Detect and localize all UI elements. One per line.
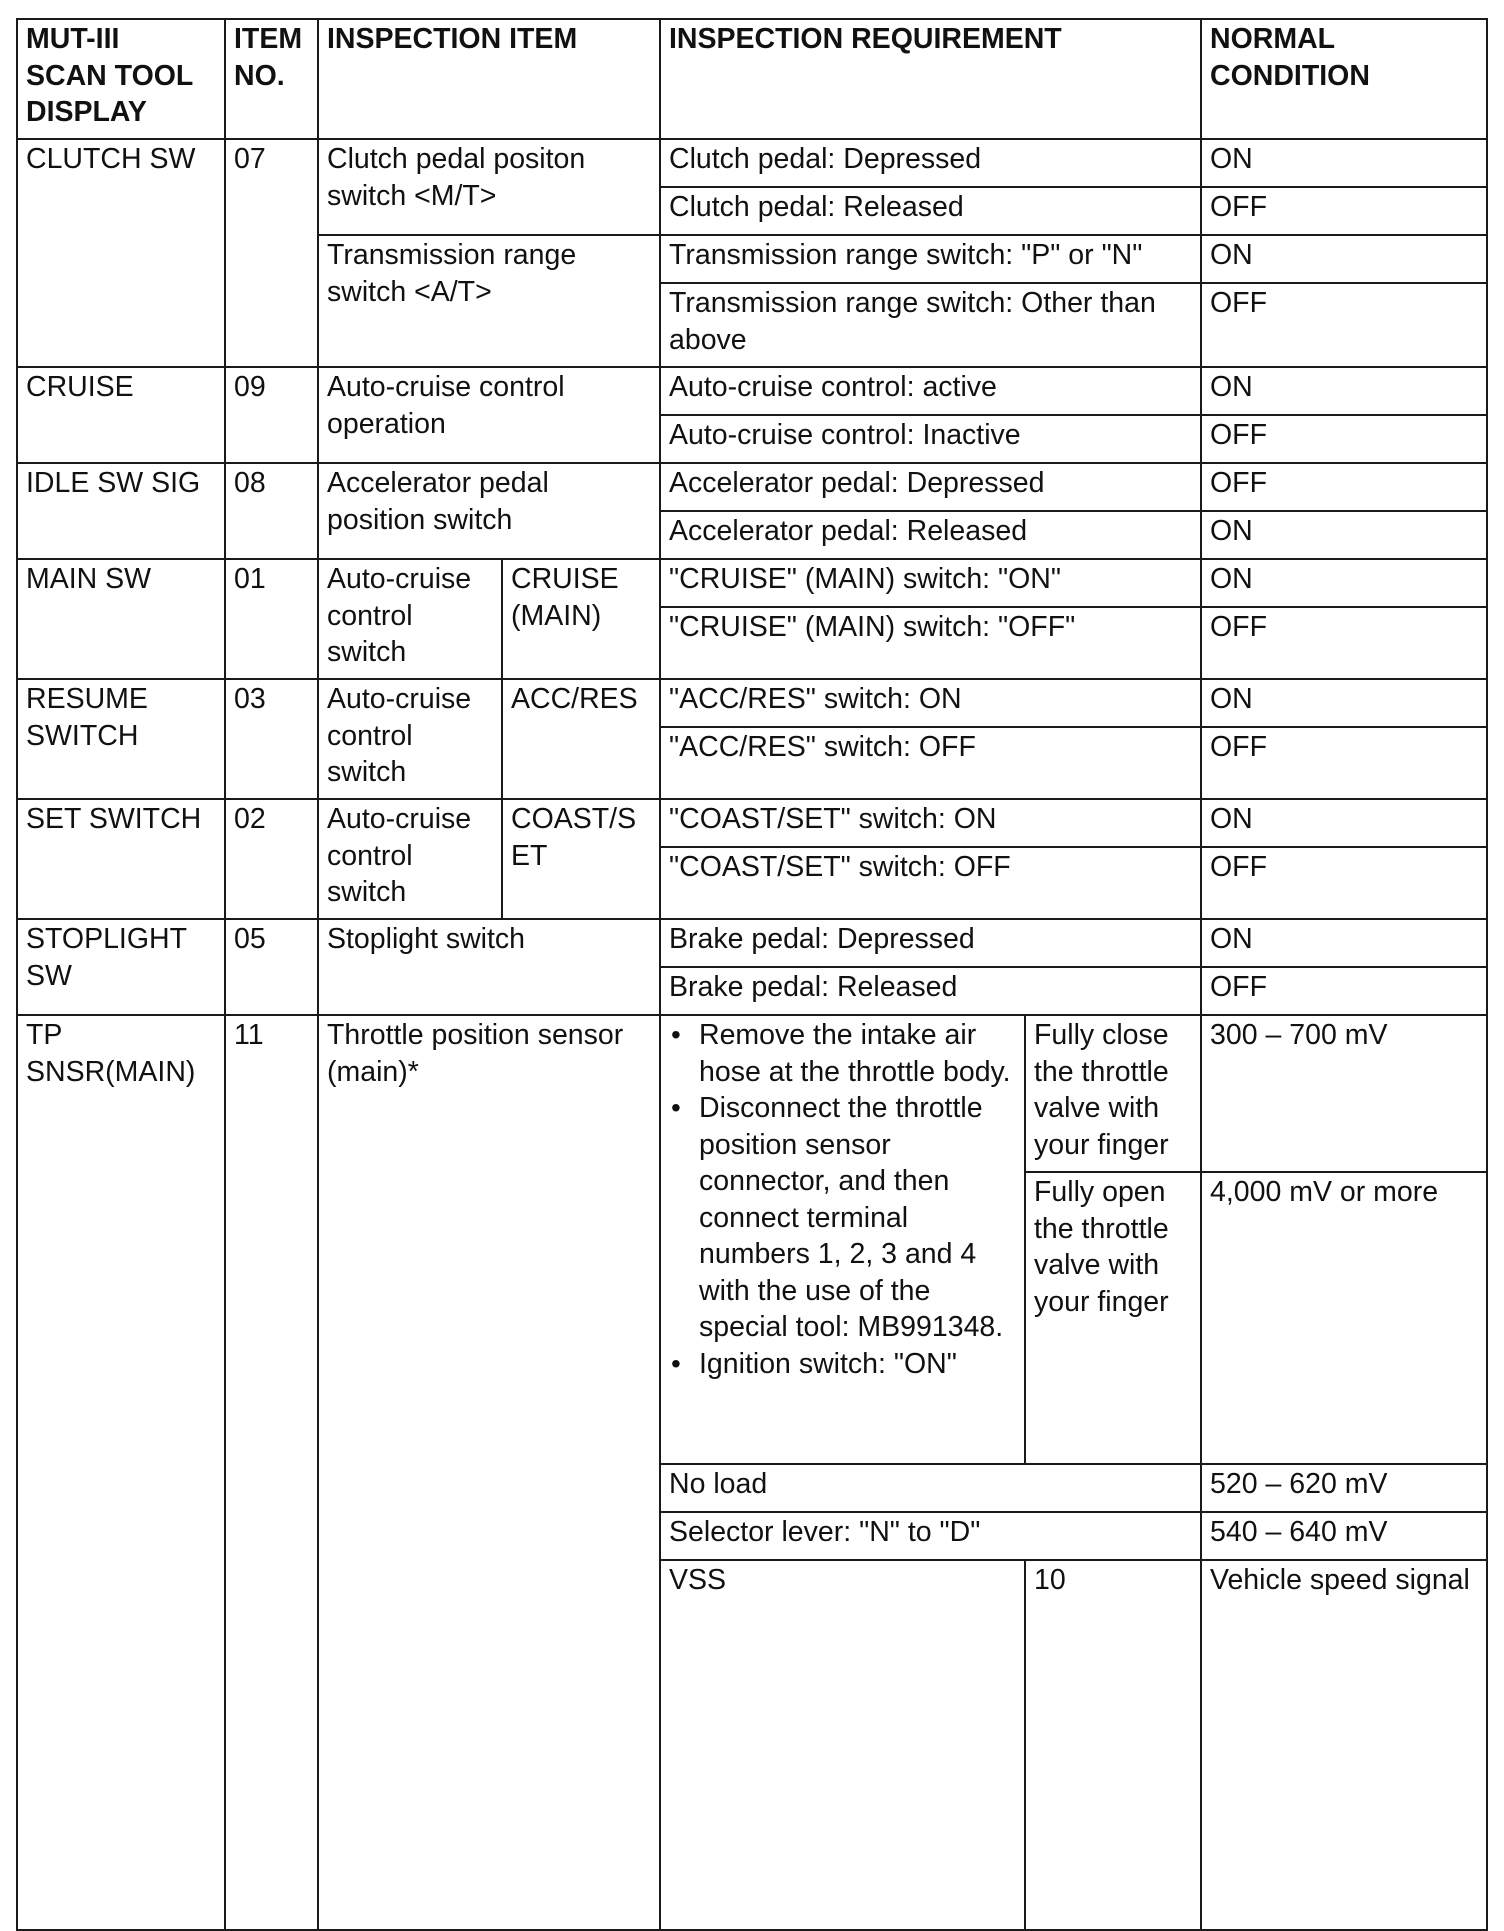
item-no-cell: 11	[225, 1015, 318, 1930]
item-no-cell: 08	[225, 463, 318, 559]
condition-cell: ON	[1201, 679, 1487, 727]
condition-cell: OFF	[1201, 967, 1487, 1015]
requirement-cell: Clutch pedal: Released	[660, 187, 1201, 235]
item-no-cell: 07	[225, 139, 318, 367]
item-no-cell: 09	[225, 367, 318, 463]
inspection-item-cell: Stoplight switch	[318, 919, 660, 1015]
requirement-cell: Transmission range switch: "P" or "N"	[660, 235, 1201, 283]
inspection-item-cell: Auto-cruise control switch	[318, 799, 502, 919]
condition-cell: ON	[1201, 919, 1487, 967]
inspection-subitem-cell: ACC/RES	[502, 679, 660, 799]
display-cell: SET SWITCH	[17, 799, 225, 919]
requirement-action-cell: Fully close the throttle valve with your finger	[1025, 1015, 1201, 1172]
condition-cell: ON	[1201, 511, 1487, 559]
requirement-cell: "ACC/RES" switch: OFF	[660, 727, 1201, 799]
condition-cell: OFF	[1201, 847, 1487, 919]
requirement-cell: Accelerator pedal: Released	[660, 511, 1201, 559]
header-inspection-requirement: INSPECTION REQUIREMENT	[660, 19, 1201, 139]
header-item-no: ITEM NO.	[225, 19, 318, 139]
list-item: • Ignition switch: "ON"	[699, 1346, 1018, 1383]
inspection-item-cell: Auto-cruise control switch	[318, 559, 502, 679]
table-row	[17, 679, 1487, 727]
table-row	[17, 799, 1487, 847]
requirement-cell: "COAST/SET" switch: OFF	[660, 847, 1201, 919]
requirement-cell: No load	[660, 1464, 1201, 1512]
item-no-cell: 05	[225, 919, 318, 1015]
condition-cell: OFF	[1201, 607, 1487, 679]
item-no-cell: 02	[225, 799, 318, 919]
inspection-item-cell: Clutch pedal positon switch <M/T>	[318, 139, 660, 235]
requirement-cell: Clutch pedal: Depressed	[660, 139, 1201, 187]
item-no-cell: 01	[225, 559, 318, 679]
inspection-item-cell: Throttle position sensor (main)*	[318, 1015, 660, 1930]
requirement-cell: "ACC/RES" switch: ON	[660, 679, 1201, 727]
display-cell: CLUTCH SW	[17, 139, 225, 367]
condition-cell: 520 – 620 mV	[1201, 1464, 1487, 1512]
inspection-item-cell: Accelerator pedal position switch	[318, 463, 660, 559]
requirement-cell: Brake pedal: Released	[660, 967, 1201, 1015]
requirement-cell: "CRUISE" (MAIN) switch: "OFF"	[660, 607, 1201, 679]
display-cell: VSS	[660, 1560, 1025, 1930]
requirement-cell: "COAST/SET" switch: ON	[660, 799, 1201, 847]
table-row	[17, 139, 1487, 187]
inspection-table	[16, 18, 1488, 1931]
table-row	[17, 1015, 1487, 1172]
condition-cell: ON	[1201, 559, 1487, 607]
display-cell: MAIN SW	[17, 559, 225, 679]
item-no-cell: 03	[225, 679, 318, 799]
condition-cell: OFF	[1201, 463, 1487, 511]
inspection-item-cell: Auto-cruise control operation	[318, 367, 660, 463]
inspection-item-cell: Transmission range switch <A/T>	[318, 235, 660, 367]
condition-cell: OFF	[1201, 727, 1487, 799]
condition-cell: OFF	[1201, 187, 1487, 235]
requirement-cell: Accelerator pedal: Depressed	[660, 463, 1201, 511]
requirement-cell: Auto-cruise control: active	[660, 367, 1201, 415]
requirement-cell: Auto-cruise control: Inactive	[660, 415, 1201, 463]
display-cell: CRUISE	[17, 367, 225, 463]
header-inspection-item: INSPECTION ITEM	[318, 19, 660, 139]
condition-cell: ON	[1201, 799, 1487, 847]
requirement-action-cell: Fully open the throttle valve with your finger	[1025, 1172, 1201, 1464]
header-normal-condition: NORMAL CONDITION	[1201, 19, 1487, 139]
item-no-cell: 10	[1025, 1560, 1201, 1930]
requirement-procedure-cell	[660, 1015, 1025, 1464]
table-row	[17, 367, 1487, 415]
condition-cell: 4,000 mV or more	[1201, 1172, 1487, 1464]
header-display: MUT-III SCAN TOOL DISPLAY	[17, 19, 225, 139]
inspection-item-cell: Auto-cruise control switch	[318, 679, 502, 799]
condition-cell: OFF	[1201, 415, 1487, 463]
display-cell: RESUME SWITCH	[17, 679, 225, 799]
procedure-list	[669, 1017, 1018, 1382]
condition-cell: 300 – 700 mV	[1201, 1015, 1487, 1172]
requirement-cell: "CRUISE" (MAIN) switch: "ON"	[660, 559, 1201, 607]
requirement-cell: Selector lever: "N" to "D"	[660, 1512, 1201, 1560]
requirement-cell: Transmission range switch: Other than above	[660, 283, 1201, 367]
header-row	[17, 19, 1487, 139]
table-row	[17, 463, 1487, 511]
display-cell: TP SNSR(MAIN)	[17, 1015, 225, 1930]
display-cell: IDLE SW SIG	[17, 463, 225, 559]
condition-cell: ON	[1201, 367, 1487, 415]
condition-cell: 540 – 640 mV	[1201, 1512, 1487, 1560]
list-item: • Remove the intake air hose at the throttle body.	[699, 1017, 1018, 1090]
inspection-subitem-cell: CRUISE (MAIN)	[502, 559, 660, 679]
condition-cell: ON	[1201, 235, 1487, 283]
inspection-item-cell: Vehicle speed signal	[1201, 1560, 1487, 1930]
condition-cell: OFF	[1201, 283, 1487, 367]
requirement-cell: Brake pedal: Depressed	[660, 919, 1201, 967]
table-row	[17, 919, 1487, 967]
display-cell: STOPLIGHT SW	[17, 919, 225, 1015]
table-row	[17, 559, 1487, 607]
list-item: • Disconnect the throttle position sensor connector, and then connect terminal numbers 1, 2, 3 and 4 with the use of the special tool: MB991348.	[699, 1090, 1018, 1346]
inspection-subitem-cell: COAST/S ET	[502, 799, 660, 919]
condition-cell: ON	[1201, 139, 1487, 187]
